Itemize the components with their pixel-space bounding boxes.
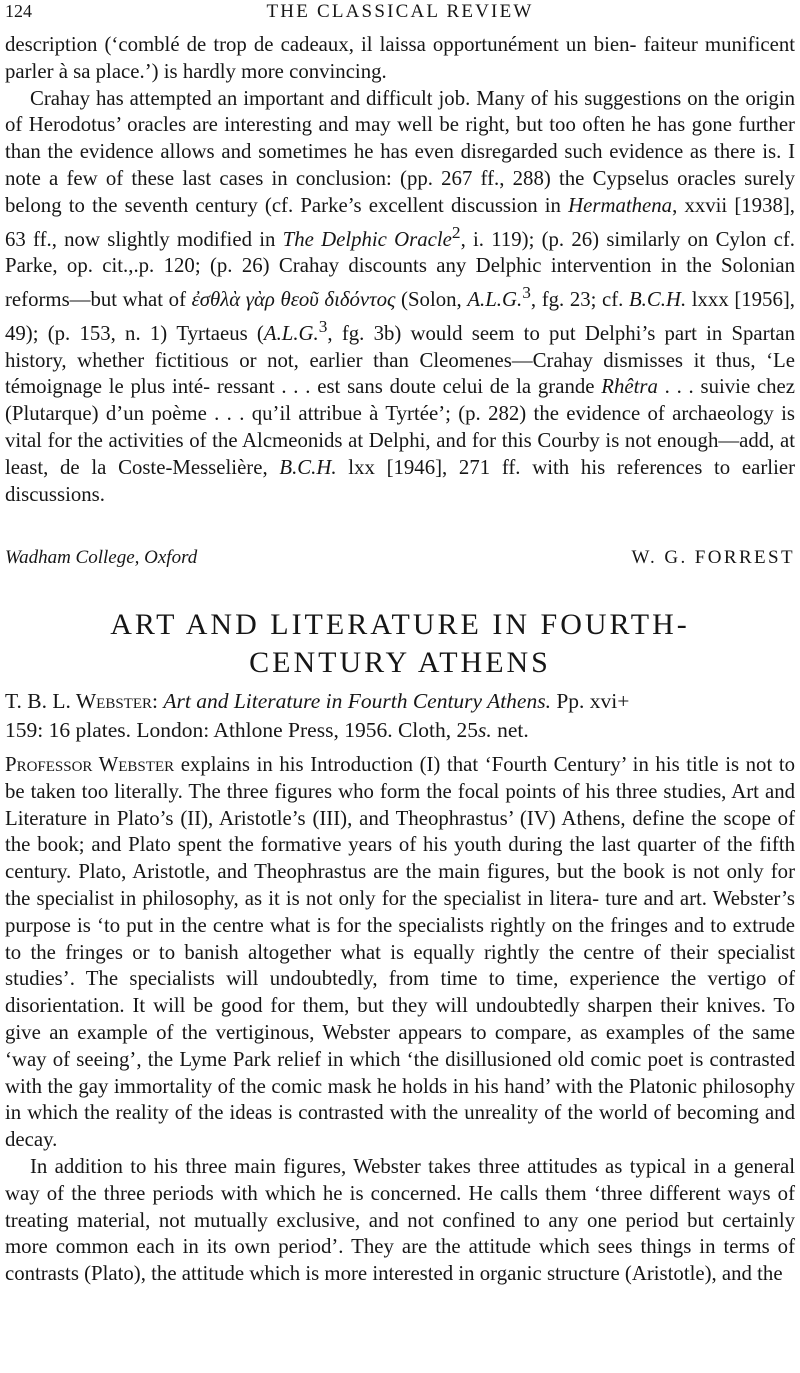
paragraph-intro: Professor Webster explains in his Introduction (I) that ‘Fourth Century’ in his title is not to be taken too literally. The three figures who form the focal points of his three studies, Art and Literature in Plato’s (II), Aristotle’s (III), and Theophrastus’ (IV) Athens, define the scope of the book; and Plato spent the formative years of his youth during the last quarter of the fifth century. Plato, Aristotle, and Theophrastus are the main figures, but the book is not only for the specialist in philosophy, as it is not only for the specialist in litera- ture and art. Webster’s purpose is ‘to put in the centre what is for the specialists rightly on the fringes and to extrude to the fringes or to banish altogether what is equally rightly the centre of their specialist studies’. The specialists will undoubtedly, from time to time, experience the vertigo of disorientation. It will be good for them, but they will undoubtedly sharpen their knives. To give an example of the vertiginous, Webster appears to compare, as examples of the same ‘way of seeing’, the Lyme Park relief in which ‘the disillusioned old comic poet is contrasted with the gay immortality of the comic mask he holds in his hand’ with the Platonic philosophy in which the reality of the ideas is contrasted with the unreality of the world of becoming and decay. — [5, 753, 796, 1152]
reviewer-lead-in: Professor Webster — [5, 753, 175, 776]
paragraph-attitudes: In addition to his three main figures, Webster takes three attitudes as typical in a general way of the three periods with which he is concerned. He calls them ‘three different ways of treating material, not mutually exclusive, and not confined to any one period but certainly more common each in its own period’. They are the attitude which sees things in terms of contrasts (Plato), the attitude which is more interested in organic structure (Aristotle), and the — [5, 1154, 796, 1286]
paragraph-conclusion: Crahay has attempted an important and difficult job. Many of his suggestions on the origin of Herodotus’ oracles are interesting and may well be right, but too often he has gone further than the evidence allows and sometimes he has even disregarded such evidence as there is. I note a few of these last cases in conclusion: (pp. 267 ff., 288) the Cypselus oracles surely belong to the seventh century (cf. Parke’s excellent discussion in Hermathena, xxvii [1938], 63 ff., now slightly modified in The Delphic Oracle$^2$, i. 119); (p. 26) similarly on Cylon cf. Parke, op. cit.,.p. 120; (p. 26) Crahay discounts any Delphic intervention in the Solonian reforms—but what of ἐσθλὰ γὰρ θεοῦ διδόντος (Solon, A.L.G.$^3$, fg. 23; cf. B.C.H. lxxx [1956], 49); (p. 153, n. 1) Tyrtaeus (A.L.G.$^3$, fg. 3b) would seem to put Delphi’s part in Spartan history, whether fictitious or not, earlier than Cleomenes—Crahay dismisses it thus, ‘Le témoignage le plus inté- ressant . . . est sans doute celui de la grande Rhêtra . . . suivie chez (Plutarque) d’un poème . . . qu’il attribue à Tyrtée’; (p. 282) the evidence of archaeology is vital for the activities of the Alcmeonids at Delphi, and for this Courby is not enough—add, at least, de la Coste-Messelière, B.C.H. lxx [1946], 271 ff. with his references to earlier discussions. — [5, 86, 796, 506]
page-number: 124 — [5, 1, 32, 21]
running-head: THE CLASSICAL REVIEW — [266, 1, 534, 22]
signature-place: Wadham College, Oxford — [5, 547, 198, 568]
page-header — [5, 0, 795, 26]
citation-author: T. B. L. Webster — [5, 689, 153, 713]
signature-line — [5, 547, 795, 575]
previous-review-text — [5, 32, 795, 508]
review-body — [5, 752, 795, 1288]
paragraph-continued — [5, 32, 795, 86]
citation-book-title: Art and Literature in Fourth Century Athens. — [163, 689, 551, 713]
text-line: description (‘comblé de trop de cadeaux, il laissa opportunément un bien- — [5, 33, 637, 56]
signature-author: W. G. FORREST — [631, 547, 795, 568]
text-line: faiteur munificent parler à sa place.’) is hardly more convincing. — [5, 33, 795, 83]
book-citation: T. B. L. Webster: Art and Literature in Fourth Century Athens. Pp. xvi+ 159: 16 plates. London: Athlone Press, 1956. Cloth, 25s. net. — [5, 689, 630, 742]
review-title: ART AND LITERATURE IN FOURTH- CENTURY ATHENS — [110, 608, 690, 679]
greek-quotation: ἐσθλὰ γὰρ θεοῦ διδόντος — [191, 288, 396, 312]
